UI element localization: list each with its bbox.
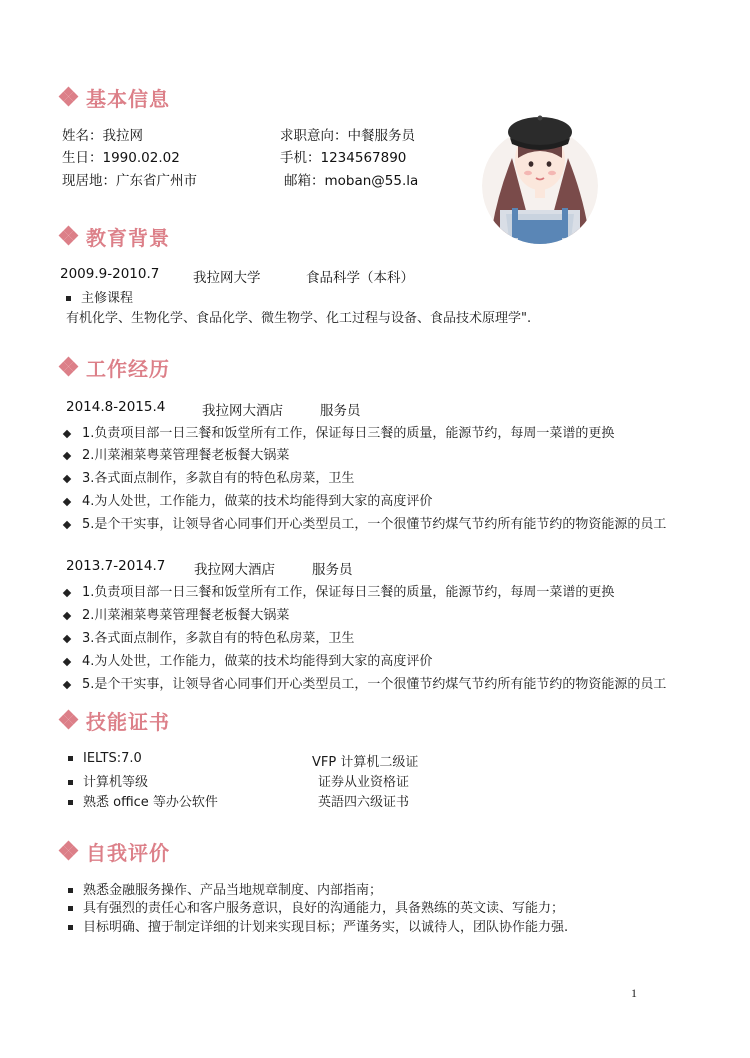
bullet-diamond-icon	[63, 474, 71, 482]
course-heading: 主修课程	[66, 287, 133, 306]
job-company: 我拉网大酒店	[202, 403, 283, 419]
list-item: 5.是个干实事，让领导省心同事们开心类型员工，一个很懂节约煤气节约所有能节约的物资能源的员工	[64, 513, 666, 532]
job-company: 我拉网大酒店	[194, 562, 275, 578]
bullet-square-icon	[68, 756, 73, 761]
address-field: 现居地：广东省广州市	[62, 173, 197, 189]
bullet-square-icon	[66, 296, 71, 301]
self-item: 具有强烈的责任心和客户服务意识，良好的沟通能力，具备熟练的英文读、写能力；	[68, 897, 564, 916]
list-item: 5.是个干实事，让领导省心同事们开心类型员工，一个很懂节约煤气节约所有能节约的物资能源的员工	[64, 673, 666, 692]
skill-item: 计算机等级	[68, 771, 148, 790]
skill-item: 证券从业资格证	[318, 775, 410, 790]
bullet-square-icon	[68, 780, 73, 785]
list-item: 4.为人处世，工作能力，做菜的技术均能得到大家的高度评价	[64, 490, 432, 509]
bullet-diamond-icon	[63, 611, 71, 619]
bullet-square-icon	[68, 800, 73, 805]
bullet-square-icon	[68, 906, 73, 911]
section-self-evaluation	[60, 837, 170, 865]
skill-item: IELTS:7.0	[68, 751, 142, 766]
section-skills	[60, 706, 170, 734]
bullet-diamond-icon	[63, 634, 71, 642]
job-period: 2014.8-2015.4	[66, 399, 166, 415]
bullet-diamond-icon	[63, 451, 71, 459]
list-item: 2.川菜湘菜粤菜管理餐老板餐大锅菜	[64, 444, 289, 463]
bullet-square-icon	[68, 888, 73, 893]
avatar	[478, 98, 602, 246]
bullet-square-icon	[68, 925, 73, 930]
section-basic-info	[60, 83, 170, 111]
course-list: 有机化学、生物化学、食品化学、微生物学、化工过程与设备、食品技术原理学".	[66, 311, 532, 326]
section-title: 自我评价	[86, 840, 170, 865]
bullet-diamond-icon	[63, 680, 71, 688]
edu-major: 食品科学（本科）	[306, 270, 414, 286]
birth-field: 生日：1990.02.02	[62, 150, 180, 166]
email-field: 邮箱：moban@55.la	[284, 173, 419, 189]
list-item: 1.负责项目部一日三餐和饭堂所有工作，保证每日三餐的质量，能源节约，每周一菜谱的更换	[64, 581, 614, 600]
diamond-cluster-icon	[60, 842, 78, 860]
diamond-cluster-icon	[60, 227, 78, 245]
job-intent-field: 求职意向：中餐服务员	[280, 128, 415, 144]
self-item: 目标明确、擅于制定详细的计划来实现目标；严谨务实，以诚待人，团队协作能力强.	[68, 916, 568, 935]
page-number: 1	[631, 986, 637, 1000]
self-item: 熟悉金融服务操作、产品当地规章制度、内部指南；	[68, 879, 382, 898]
job-role: 服务员	[320, 403, 361, 419]
section-education	[60, 222, 170, 250]
section-work	[60, 353, 170, 381]
skill-item: 熟悉 office 等办公软件	[68, 791, 218, 810]
job-role: 服务员	[312, 562, 353, 578]
diamond-cluster-icon	[60, 88, 78, 106]
section-title: 教育背景	[86, 225, 170, 250]
bullet-diamond-icon	[63, 520, 71, 528]
edu-school: 我拉网大学	[193, 270, 261, 286]
list-item: 4.为人处世，工作能力，做菜的技术均能得到大家的高度评价	[64, 650, 432, 669]
diamond-cluster-icon	[60, 711, 78, 729]
bullet-diamond-icon	[63, 588, 71, 596]
list-item: 2.川菜湘菜粤菜管理餐老板餐大锅菜	[64, 604, 289, 623]
section-title: 工作经历	[86, 356, 170, 381]
list-item: 3.各式面点制作，多款自有的特色私房菜，卫生	[64, 627, 354, 646]
bullet-diamond-icon	[63, 657, 71, 665]
avatar-illustration	[478, 98, 602, 246]
bullet-diamond-icon	[63, 497, 71, 505]
section-title: 基本信息	[86, 86, 170, 111]
skill-item: 英語四六级证书	[318, 795, 410, 810]
list-item: 3.各式面点制作，多款自有的特色私房菜，卫生	[64, 467, 354, 486]
list-item: 1.负责项目部一日三餐和饭堂所有工作，保证每日三餐的质量，能源节约，每周一菜谱的更换	[64, 422, 614, 441]
job-period: 2013.7-2014.7	[66, 558, 166, 574]
diamond-cluster-icon	[60, 358, 78, 376]
skill-item: VFP 计算机二级证	[312, 755, 419, 770]
edu-period: 2009.9-2010.7	[60, 266, 160, 282]
phone-field: 手机：1234567890	[280, 150, 407, 166]
section-title: 技能证书	[86, 709, 170, 734]
name-field: 姓名：我拉网	[62, 128, 143, 144]
bullet-diamond-icon	[63, 429, 71, 437]
